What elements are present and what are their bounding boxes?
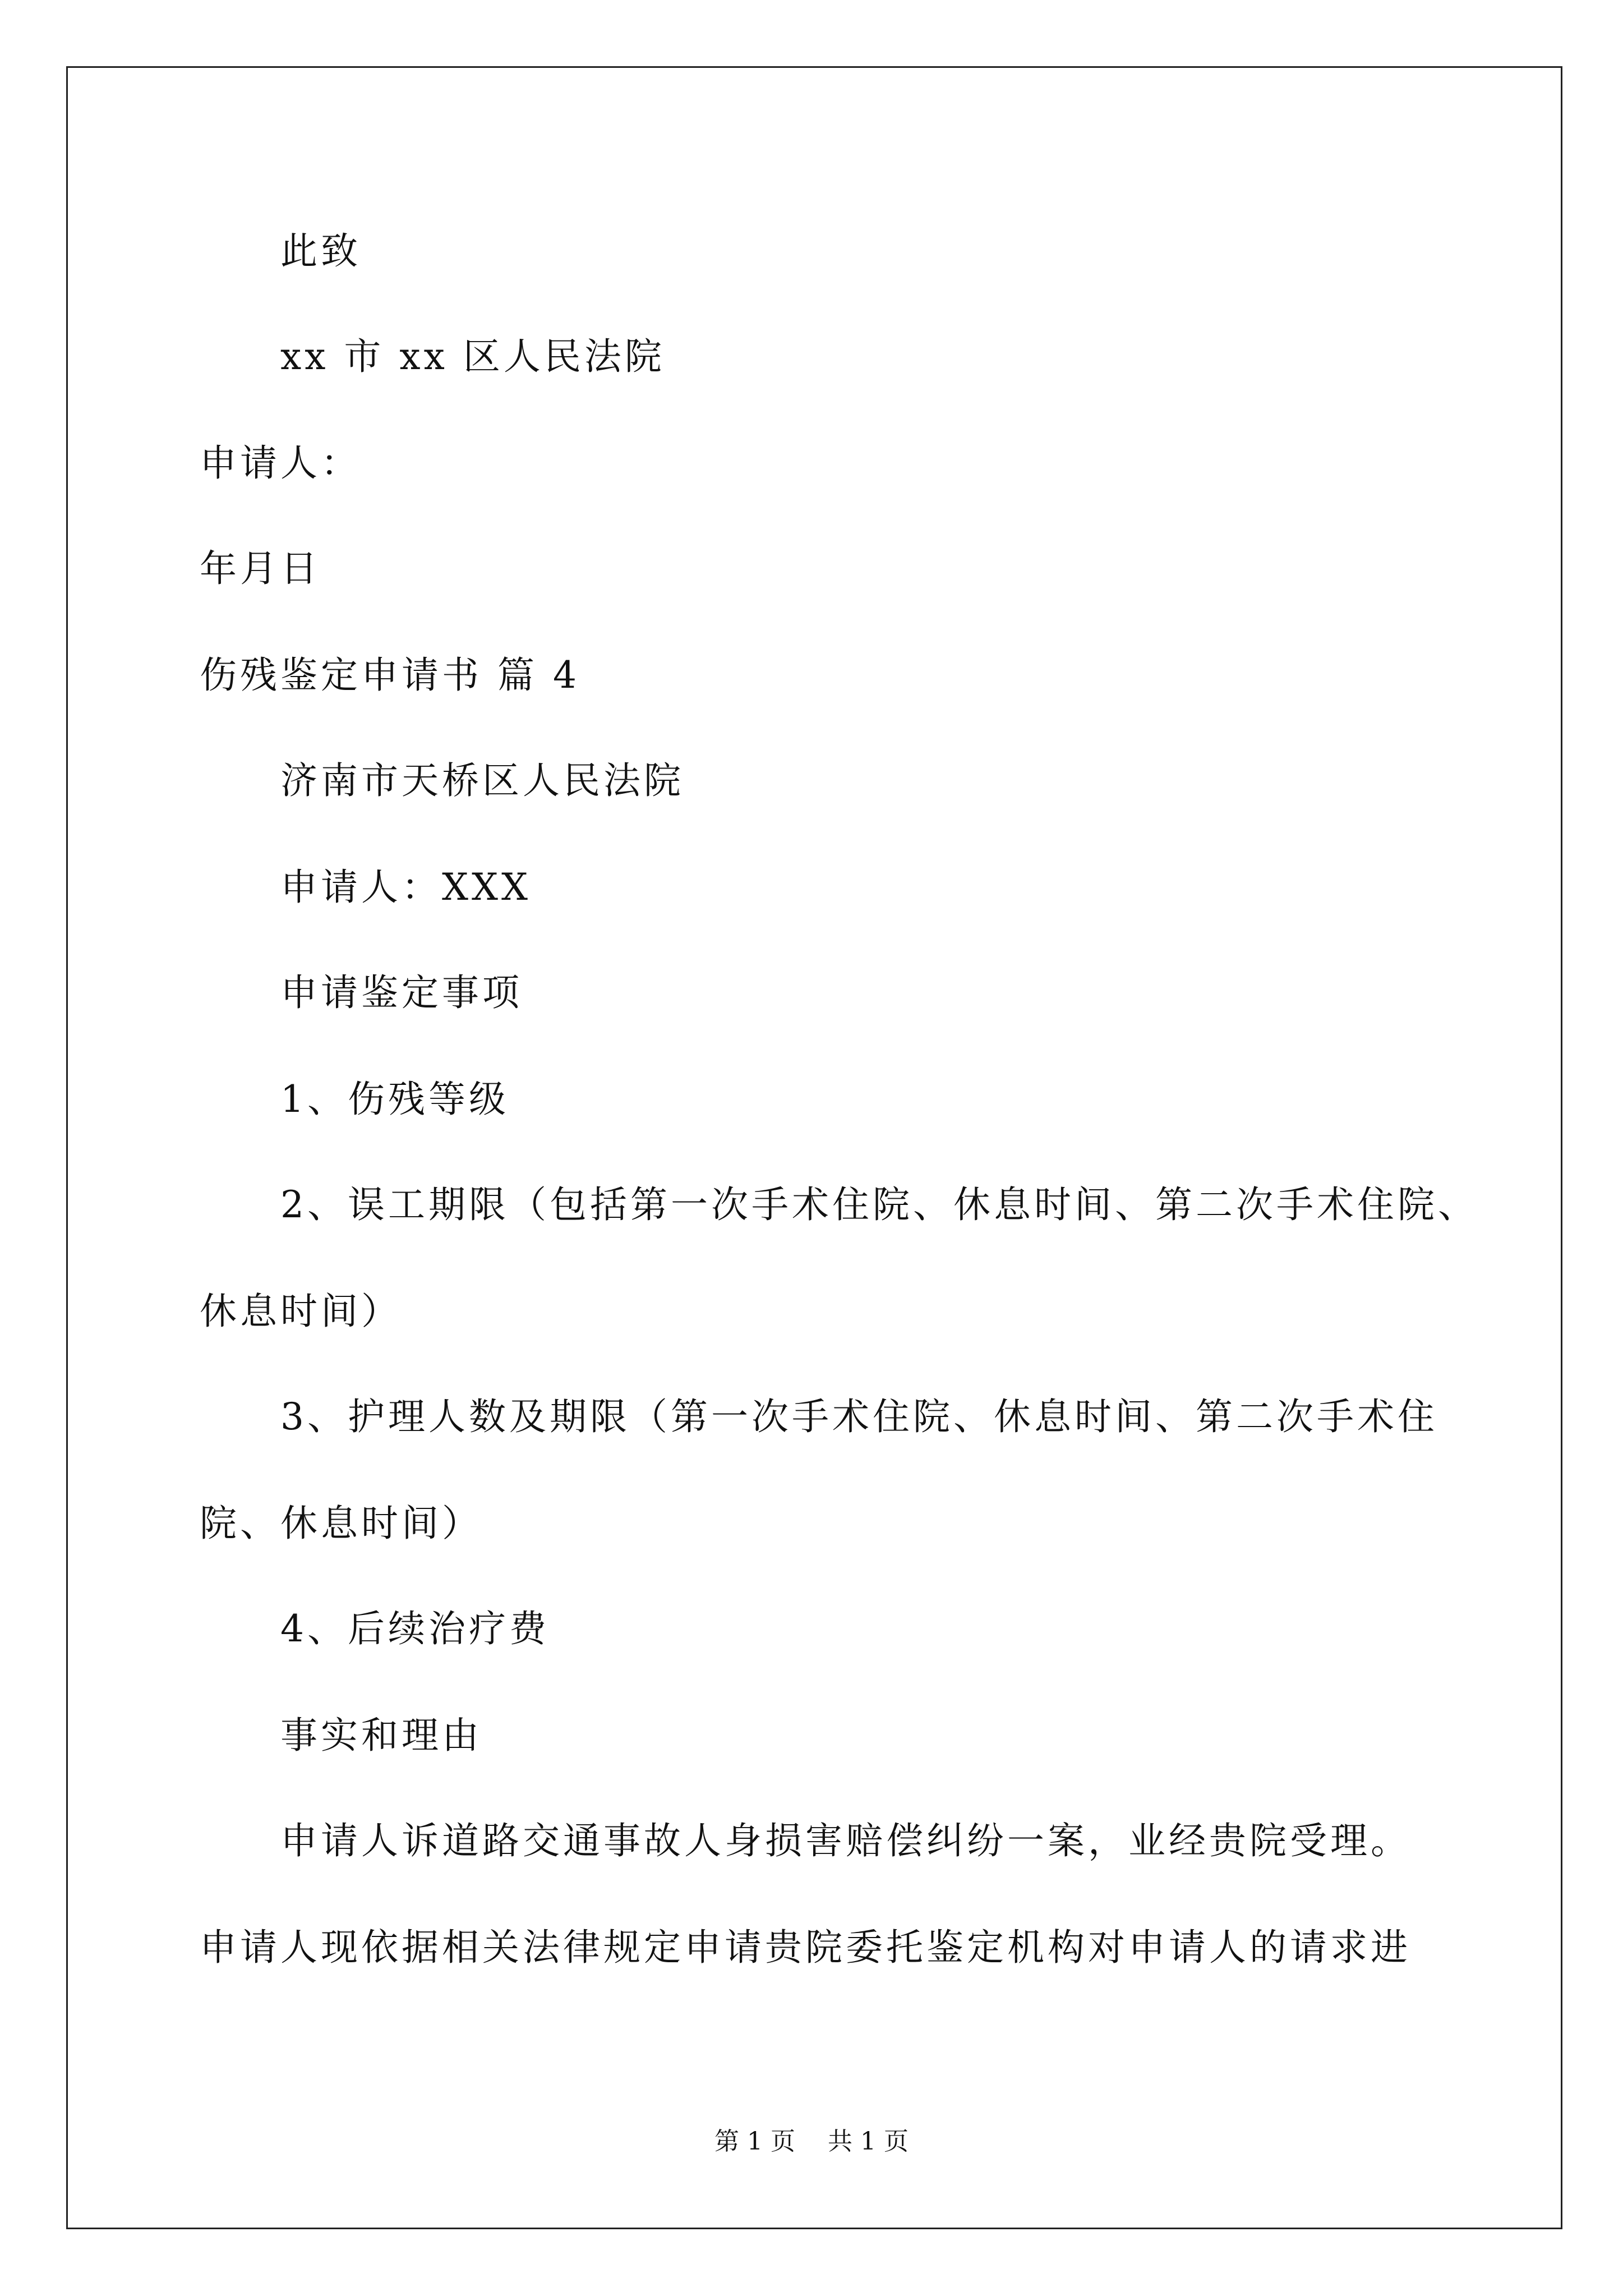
court-addressee: xx 市 xx 区人民法院 xyxy=(280,335,665,378)
page-border xyxy=(66,66,1562,2229)
facts-paragraph-line-2: 申请人现依据相关法律规定申请贵院委托鉴定机构对申请人的请求进 xyxy=(200,1926,1411,1969)
item-3: 3、护理人数及期限（第一次手术住院、休息时间、第二次手术住 xyxy=(280,1395,1438,1438)
court-name: 济南市天桥区人民法院 xyxy=(280,759,684,802)
closing-salutation: 此致 xyxy=(280,229,361,273)
page-total: 共 1 页 xyxy=(828,2127,909,2156)
page-footer xyxy=(0,2126,1623,2157)
page-number: 第 1 页 xyxy=(714,2127,795,2156)
item-2: 2、误工期限（包括第一次手术住院、休息时间、第二次手术住院、 xyxy=(280,1183,1478,1226)
item-3-continued: 院、休息时间） xyxy=(200,1502,482,1545)
facts-reasons-heading: 事实和理由 xyxy=(280,1714,482,1757)
applicant-name: 申请人：XXX xyxy=(280,866,531,909)
facts-paragraph-line-1: 申请人诉道路交通事故人身损害赔偿纠纷一案，业经贵院受理。 xyxy=(280,1819,1411,1862)
appraisal-items-heading: 申请鉴定事项 xyxy=(280,971,523,1014)
item-2-continued: 休息时间） xyxy=(200,1290,402,1333)
item-4: 4、后续治疗费 xyxy=(280,1607,550,1650)
date-line: 年月日 xyxy=(200,547,321,590)
section-title: 伤残鉴定申请书 篇 4 xyxy=(200,654,580,697)
applicant-label: 申请人： xyxy=(200,441,361,485)
item-1: 1、伤残等级 xyxy=(280,1078,509,1121)
